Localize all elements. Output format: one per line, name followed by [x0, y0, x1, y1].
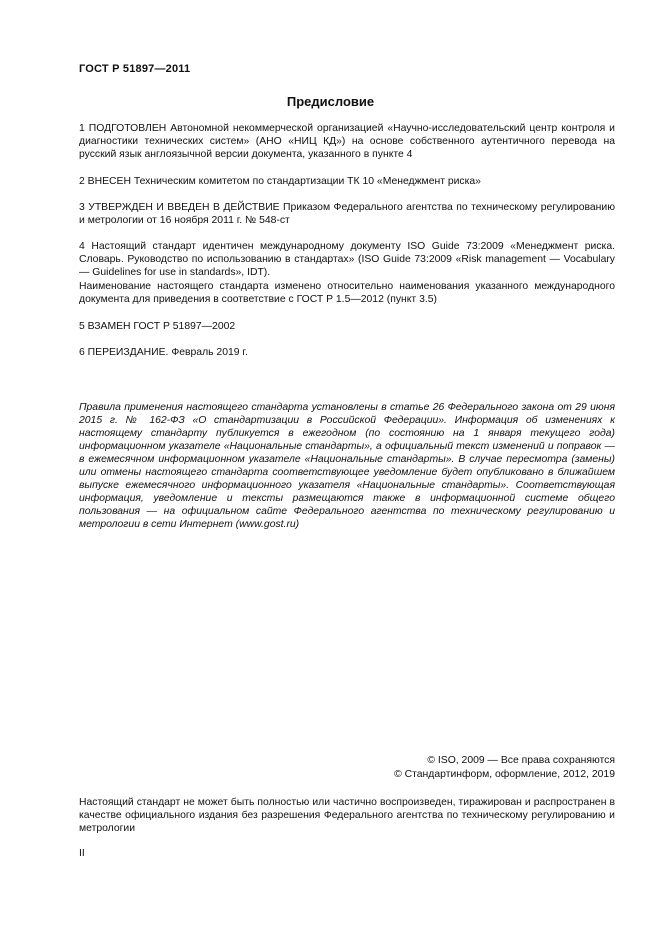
preface-item-2: 2 ВНЕСЕН Техническим комитетом по стандартизации ТК 10 «Менеджмент риска»	[79, 176, 481, 187]
copyright-standartinform: © Стандартинформ, оформление, 2012, 2019	[394, 769, 615, 780]
document-code: ГОСТ Р 51897—2011	[79, 63, 191, 75]
reproduction-notice: Настоящий стандарт не может быть полностью или частично воспроизведен, тиражирован и распространен в качестве официального издания без разрешения Федерального агентства по техническому регулированию и метрологии	[79, 797, 615, 834]
page-number: II	[79, 848, 85, 859]
copyright-iso: © ISO, 2009 — Все права сохраняются	[427, 755, 615, 766]
preface-item-4: 4 Настоящий стандарт идентичен международному документу ISO Guide 73:2009 «Менеджмент риска. Словарь. Руководство по использованию в стандартах» (ISO Guide 73:2009 «Risk management — Vocabulary — Guidelines for use in standards», IDT).	[79, 241, 615, 278]
preface-item-1: 1 ПОДГОТОВЛЕН Автономной некоммерческой организацией «Научно-исследовательский центр контроля и диагностики технических систем» (АНО «НИЦ КД») на основе собственного аутентичного перевода на русский язык англоязычной версии документа, указанного в пункте 4	[79, 123, 615, 160]
rules-notice: Правила применения настоящего стандарта установлены в статье 26 Федерального закона от 29 июня 2015 г. № 162-ФЗ «О стандартизации в Российской Федерации». Информация об изменениях к настоящему стандарту публикуется в ежегодном (по состоянию на 1 января текущего года) информационном указателе «Национальные стандарты», а официальный текст изменений и поправок — в ежемесячном информационном указателе «Национальные стандарты». В случае пересмотра (замены) или отмены настоящего стандарта соответствующее уведомление будет опубликовано в ближайшем выпуске ежемесячного информационного указателя «Национальные стандарты». Соответствующая информация, уведомление и тексты размещаются также в информационной системе общего пользования — на официальном сайте Федерального агентства по техническому регулированию и метрологии в сети Интернет (www.gost.ru)	[79, 402, 615, 530]
preface-item-4-note: Наименование настоящего стандарта изменено относительно наименования указанного международного документа для приведения в соответствие с ГОСТ Р 1.5—2012 (пункт 3.5)	[79, 281, 615, 305]
preface-title: Предисловие	[286, 94, 375, 109]
preface-item-5: 5 ВЗАМЕН ГОСТ Р 51897—2002	[79, 321, 236, 332]
preface-item-3: 3 УТВЕРЖДЕН И ВВЕДЕН В ДЕЙСТВИЕ Приказом Федерального агентства по техническому регулированию и метрологии от 16 ноября 2011 г. № 548-ст	[79, 202, 615, 226]
preface-item-6: 6 ПЕРЕИЗДАНИЕ. Февраль 2019 г.	[79, 347, 248, 358]
